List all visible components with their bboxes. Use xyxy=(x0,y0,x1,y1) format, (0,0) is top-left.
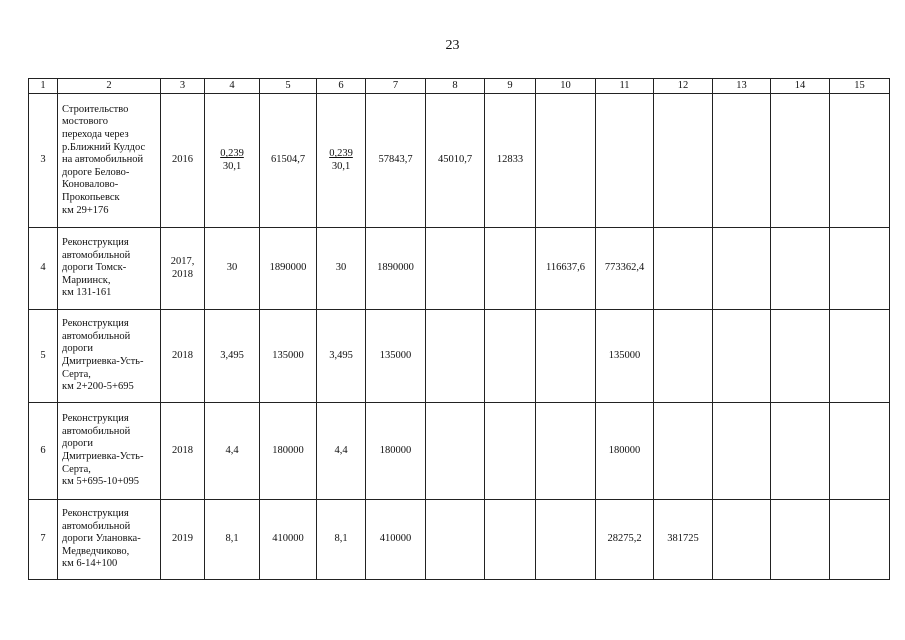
name-line: км 2+200-5+695 xyxy=(62,381,134,393)
name-line: дороги xyxy=(62,438,94,450)
cell-14 xyxy=(771,228,830,310)
cell-14 xyxy=(771,500,830,580)
cell-12: 381725 xyxy=(654,500,713,580)
name-line: Реконструкция xyxy=(62,508,129,520)
cell-9 xyxy=(485,500,536,580)
cell-12 xyxy=(654,403,713,500)
cell-4: 4,4 xyxy=(205,403,260,500)
cell-7: 1890000 xyxy=(366,228,426,310)
cell-10: 116637,6 xyxy=(536,228,596,310)
cell-7: 135000 xyxy=(366,310,426,403)
name-line: Реконструкция xyxy=(62,237,129,249)
name-line: перехода через xyxy=(62,129,129,141)
cell-4: 8,1 xyxy=(205,500,260,580)
cell-15 xyxy=(830,500,890,580)
header-cell: 2 xyxy=(58,79,161,94)
cell-13 xyxy=(713,94,771,228)
cell-13 xyxy=(713,403,771,500)
name-line: Прокопьевск xyxy=(62,191,120,203)
fraction-denominator: 30,1 xyxy=(331,161,351,173)
cell-6: 30 xyxy=(317,228,366,310)
cell-9 xyxy=(485,228,536,310)
header-cell: 5 xyxy=(260,79,317,94)
name-line: дороге Белово- xyxy=(62,166,130,178)
cell-11: 180000 xyxy=(596,403,654,500)
name-line: Медведчиково, xyxy=(62,545,130,557)
cell-8 xyxy=(426,228,485,310)
cell-10 xyxy=(536,310,596,403)
cell-9: 12833 xyxy=(485,94,536,228)
name-line: мостового xyxy=(62,116,108,128)
row-number-cell: 4 xyxy=(29,228,58,310)
cell-11: 28275,2 xyxy=(596,500,654,580)
cell-5: 410000 xyxy=(260,500,317,580)
row-number-cell: 5 xyxy=(29,310,58,403)
name-line: на автомобильной xyxy=(62,154,144,166)
cell-6: 3,495 xyxy=(317,310,366,403)
cell-4 xyxy=(205,94,260,228)
cell-12 xyxy=(654,94,713,228)
row-number-cell: 6 xyxy=(29,403,58,500)
table-row xyxy=(29,94,890,228)
fraction-numerator: 0,239 xyxy=(329,148,353,160)
cell-12 xyxy=(654,310,713,403)
cell-5: 180000 xyxy=(260,403,317,500)
cell-9 xyxy=(485,310,536,403)
cell-13 xyxy=(713,228,771,310)
name-line: Серта, xyxy=(62,368,91,380)
year-cell: 2018 xyxy=(161,403,205,500)
name-line: Мариинск, xyxy=(62,274,111,286)
table-row xyxy=(29,310,890,403)
cell-8: 45010,7 xyxy=(426,94,485,228)
cell-13 xyxy=(713,310,771,403)
cell-14 xyxy=(771,94,830,228)
cell-6: 4,4 xyxy=(317,403,366,500)
name-line: автомобильной xyxy=(62,520,131,532)
name-line: дороги Томск- xyxy=(62,262,127,274)
cell-8 xyxy=(426,310,485,403)
year-cell: 2019 xyxy=(161,500,205,580)
name-line: Дмитриевка-Усть- xyxy=(62,451,144,462)
header-cell: 12 xyxy=(654,79,713,94)
cell-10 xyxy=(536,94,596,228)
cell-14 xyxy=(771,403,830,500)
header-cell: 9 xyxy=(485,79,536,94)
cell-4: 30 xyxy=(205,228,260,310)
cell-15 xyxy=(830,94,890,228)
name-line: р.Ближний Кулдос xyxy=(62,141,146,153)
cell-14 xyxy=(771,310,830,403)
name-line: км 5+695-10+095 xyxy=(62,476,139,488)
name-line: Реконструкция xyxy=(62,413,129,425)
table-row xyxy=(29,403,890,500)
row-number-cell: 3 xyxy=(29,94,58,228)
header-cell: 7 xyxy=(366,79,426,94)
year-cell xyxy=(161,228,205,310)
cell-10 xyxy=(536,500,596,580)
table-row xyxy=(29,228,890,310)
cell-5: 135000 xyxy=(260,310,317,403)
header-cell: 15 xyxy=(830,79,890,94)
object-name-cell xyxy=(58,403,161,500)
header-cell: 3 xyxy=(161,79,205,94)
name-line: дороги xyxy=(62,343,94,355)
cell-5: 61504,7 xyxy=(260,94,317,228)
cell-12 xyxy=(654,228,713,310)
cell-4: 3,495 xyxy=(205,310,260,403)
object-name-cell xyxy=(58,500,161,580)
fraction-value xyxy=(220,147,244,173)
cell-8 xyxy=(426,500,485,580)
cell-15 xyxy=(830,403,890,500)
name-line: автомобильной xyxy=(62,425,131,437)
cell-11: 135000 xyxy=(596,310,654,403)
year-line: 2017, xyxy=(170,255,195,267)
cell-11 xyxy=(596,94,654,228)
cell-13 xyxy=(713,500,771,580)
name-line: Строительство xyxy=(62,103,129,115)
year-cell: 2018 xyxy=(161,310,205,403)
header-cell: 8 xyxy=(426,79,485,94)
cell-7: 180000 xyxy=(366,403,426,500)
header-cell: 10 xyxy=(536,79,596,94)
cell-5: 1890000 xyxy=(260,228,317,310)
cell-6: 8,1 xyxy=(317,500,366,580)
cell-10 xyxy=(536,403,596,500)
cell-6 xyxy=(317,94,366,228)
header-cell: 14 xyxy=(771,79,830,94)
road-projects-table xyxy=(28,78,890,580)
name-line: Реконструкция xyxy=(62,318,129,330)
cell-15 xyxy=(830,228,890,310)
object-name-cell xyxy=(58,94,161,228)
page-number: 23 xyxy=(445,38,460,53)
object-name-cell xyxy=(58,310,161,403)
header-cell: 1 xyxy=(29,79,58,94)
name-line: км 29+176 xyxy=(62,204,109,216)
object-name-cell xyxy=(58,228,161,310)
fraction-value xyxy=(329,147,353,173)
row-number-cell: 7 xyxy=(29,500,58,580)
cell-8 xyxy=(426,403,485,500)
cell-7: 57843,7 xyxy=(366,94,426,228)
year-line: 2018 xyxy=(172,268,193,280)
cell-15 xyxy=(830,310,890,403)
header-cell: 4 xyxy=(205,79,260,94)
name-line: Серта, xyxy=(62,463,91,475)
header-cell: 6 xyxy=(317,79,366,94)
header-cell: 11 xyxy=(596,79,654,94)
name-line: дороги Улановка- xyxy=(62,533,141,545)
table-row xyxy=(29,500,890,580)
year-cell: 2016 xyxy=(161,94,205,228)
name-line: Дмитриевка-Усть- xyxy=(62,356,144,367)
cell-9 xyxy=(485,403,536,500)
name-line: км 6-14+100 xyxy=(62,558,118,570)
name-line: автомобильной xyxy=(62,330,131,342)
name-line: автомобильной xyxy=(62,249,131,261)
cell-11: 773362,4 xyxy=(596,228,654,310)
name-line: Коновалово- xyxy=(62,179,119,191)
header-cell: 13 xyxy=(713,79,771,94)
header-row xyxy=(29,79,890,94)
fraction-numerator: 0,239 xyxy=(220,148,244,160)
name-line: км 131-161 xyxy=(62,287,112,299)
fraction-denominator: 30,1 xyxy=(222,161,242,173)
cell-7: 410000 xyxy=(366,500,426,580)
